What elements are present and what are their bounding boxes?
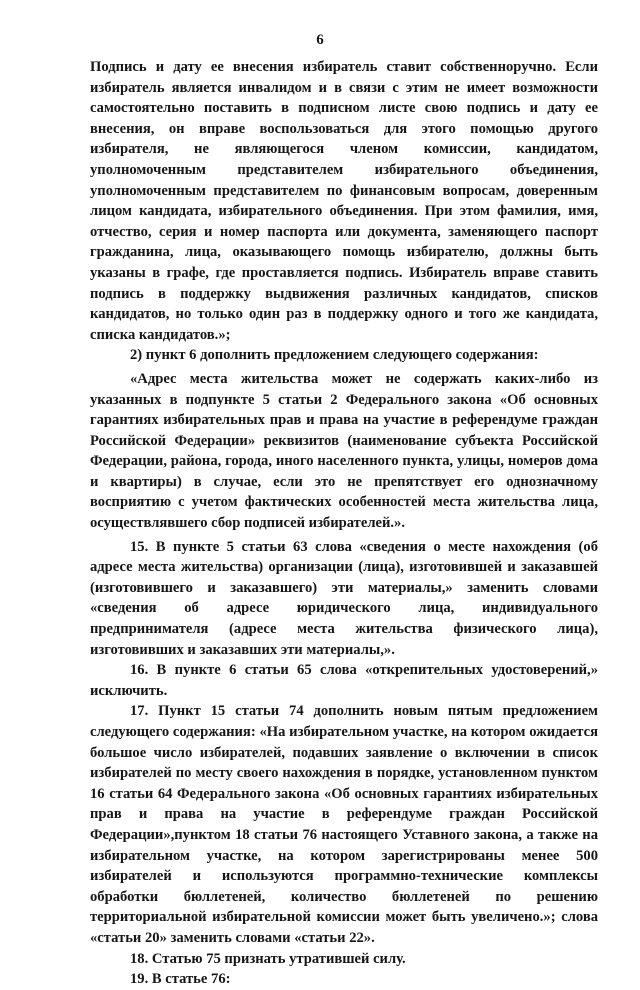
paragraph-address-quote: «Адрес места жительства может не содержать каких-либо из указанных в подпункте 5 статьи 2 Федерального закона «Об основных гарантиях избирательных прав и права на участие в референдуме граждан Российской Федерации» реквизитов (наименование субъекта Российской Федерации, района, города, иного населенного пункта, улицы, номеров дома и квартиры) в случае, если это не препятствует его однозначному восприятию с учетом фактических особенностей места жительства лица, осуществлявшего сбор подписей избирателей.». <box>90 370 598 532</box>
paragraph-signature-rules: Подпись и дату ее внесения избиратель ставит собственноручно. Если избиратель является инвалидом и в связи с этим не имеет возможности самостоятельно поставить в подписном листе свою подпись и дату ее внесения, он вправе воспользоваться для этого помощью другого избирателя, не являющегося членом комиссии, кандидатом, уполномоченным представителем избирательного объединения, уполномоченным представителем по финансовым вопросам, доверенным лицом кандидата, избирательного объединения. При этом фамилия, имя, отчество, серия и номер паспорта или документа, заменяющего паспорт гражданина, лица, оказывающего помощь избирателю, должны быть указаны в графе, где проставляется подпись. Избиратель вправе ставить подпись в поддержку выдвижения различных кандидатов, списков кандидатов, но только один раз в поддержку одного и того же кандидата, списка кандидатов.»; <box>90 59 598 343</box>
paragraph-item-2: 2) пункт 6 дополнить предложением следующего содержания: <box>130 347 539 364</box>
paragraph-item-19: 19. В статье 76: <box>130 971 231 988</box>
paragraph-item-18: 18. Статью 75 признать утратившей силу. <box>130 950 406 967</box>
paragraph-item-17: 17. Пункт 15 статьи 74 дополнить новым пятым предложением следующего содержания: «На избирательном участке, на котором ожидается большое число избирателей, подавших заявление о включении в список избирателей по месту своего нахождения в порядке, установленном пунктом 16 статьи 64 Федерального закона «Об основных гарантиях избирательных прав и права на участие в референдуме граждан Российской Федерации»,пунктом 18 статьи 76 настоящего Уставного закона, а также на избирательном участке, на котором зарегистрированы менее 500 избирателей и используются программно-технические комплексы обработки бюллетеней, количество бюллетеней по решению территориальной избирательной комиссии может быть увеличено.»; слова «статьи 20» заменить словами «статьи 22». <box>90 703 598 946</box>
document-body <box>90 57 598 990</box>
paragraph-item-16: 16. В пункте 6 статьи 65 слова «открепительных удостоверений,» исключить. <box>90 662 598 699</box>
page-number: 6 <box>316 32 324 48</box>
paragraph-item-15: 15. В пункте 5 статьи 63 слова «сведения о месте нахождения (об адресе места жительства) организации (лица), изготовившей и заказавшей (изготовившего и заказавшего) эти материалы,» заменить словами «сведения об адресе юридического лица, индивидуального предпринимателя (адресе места жительства физического лица), изготовивших и заказавших эти материалы,». <box>90 538 598 658</box>
